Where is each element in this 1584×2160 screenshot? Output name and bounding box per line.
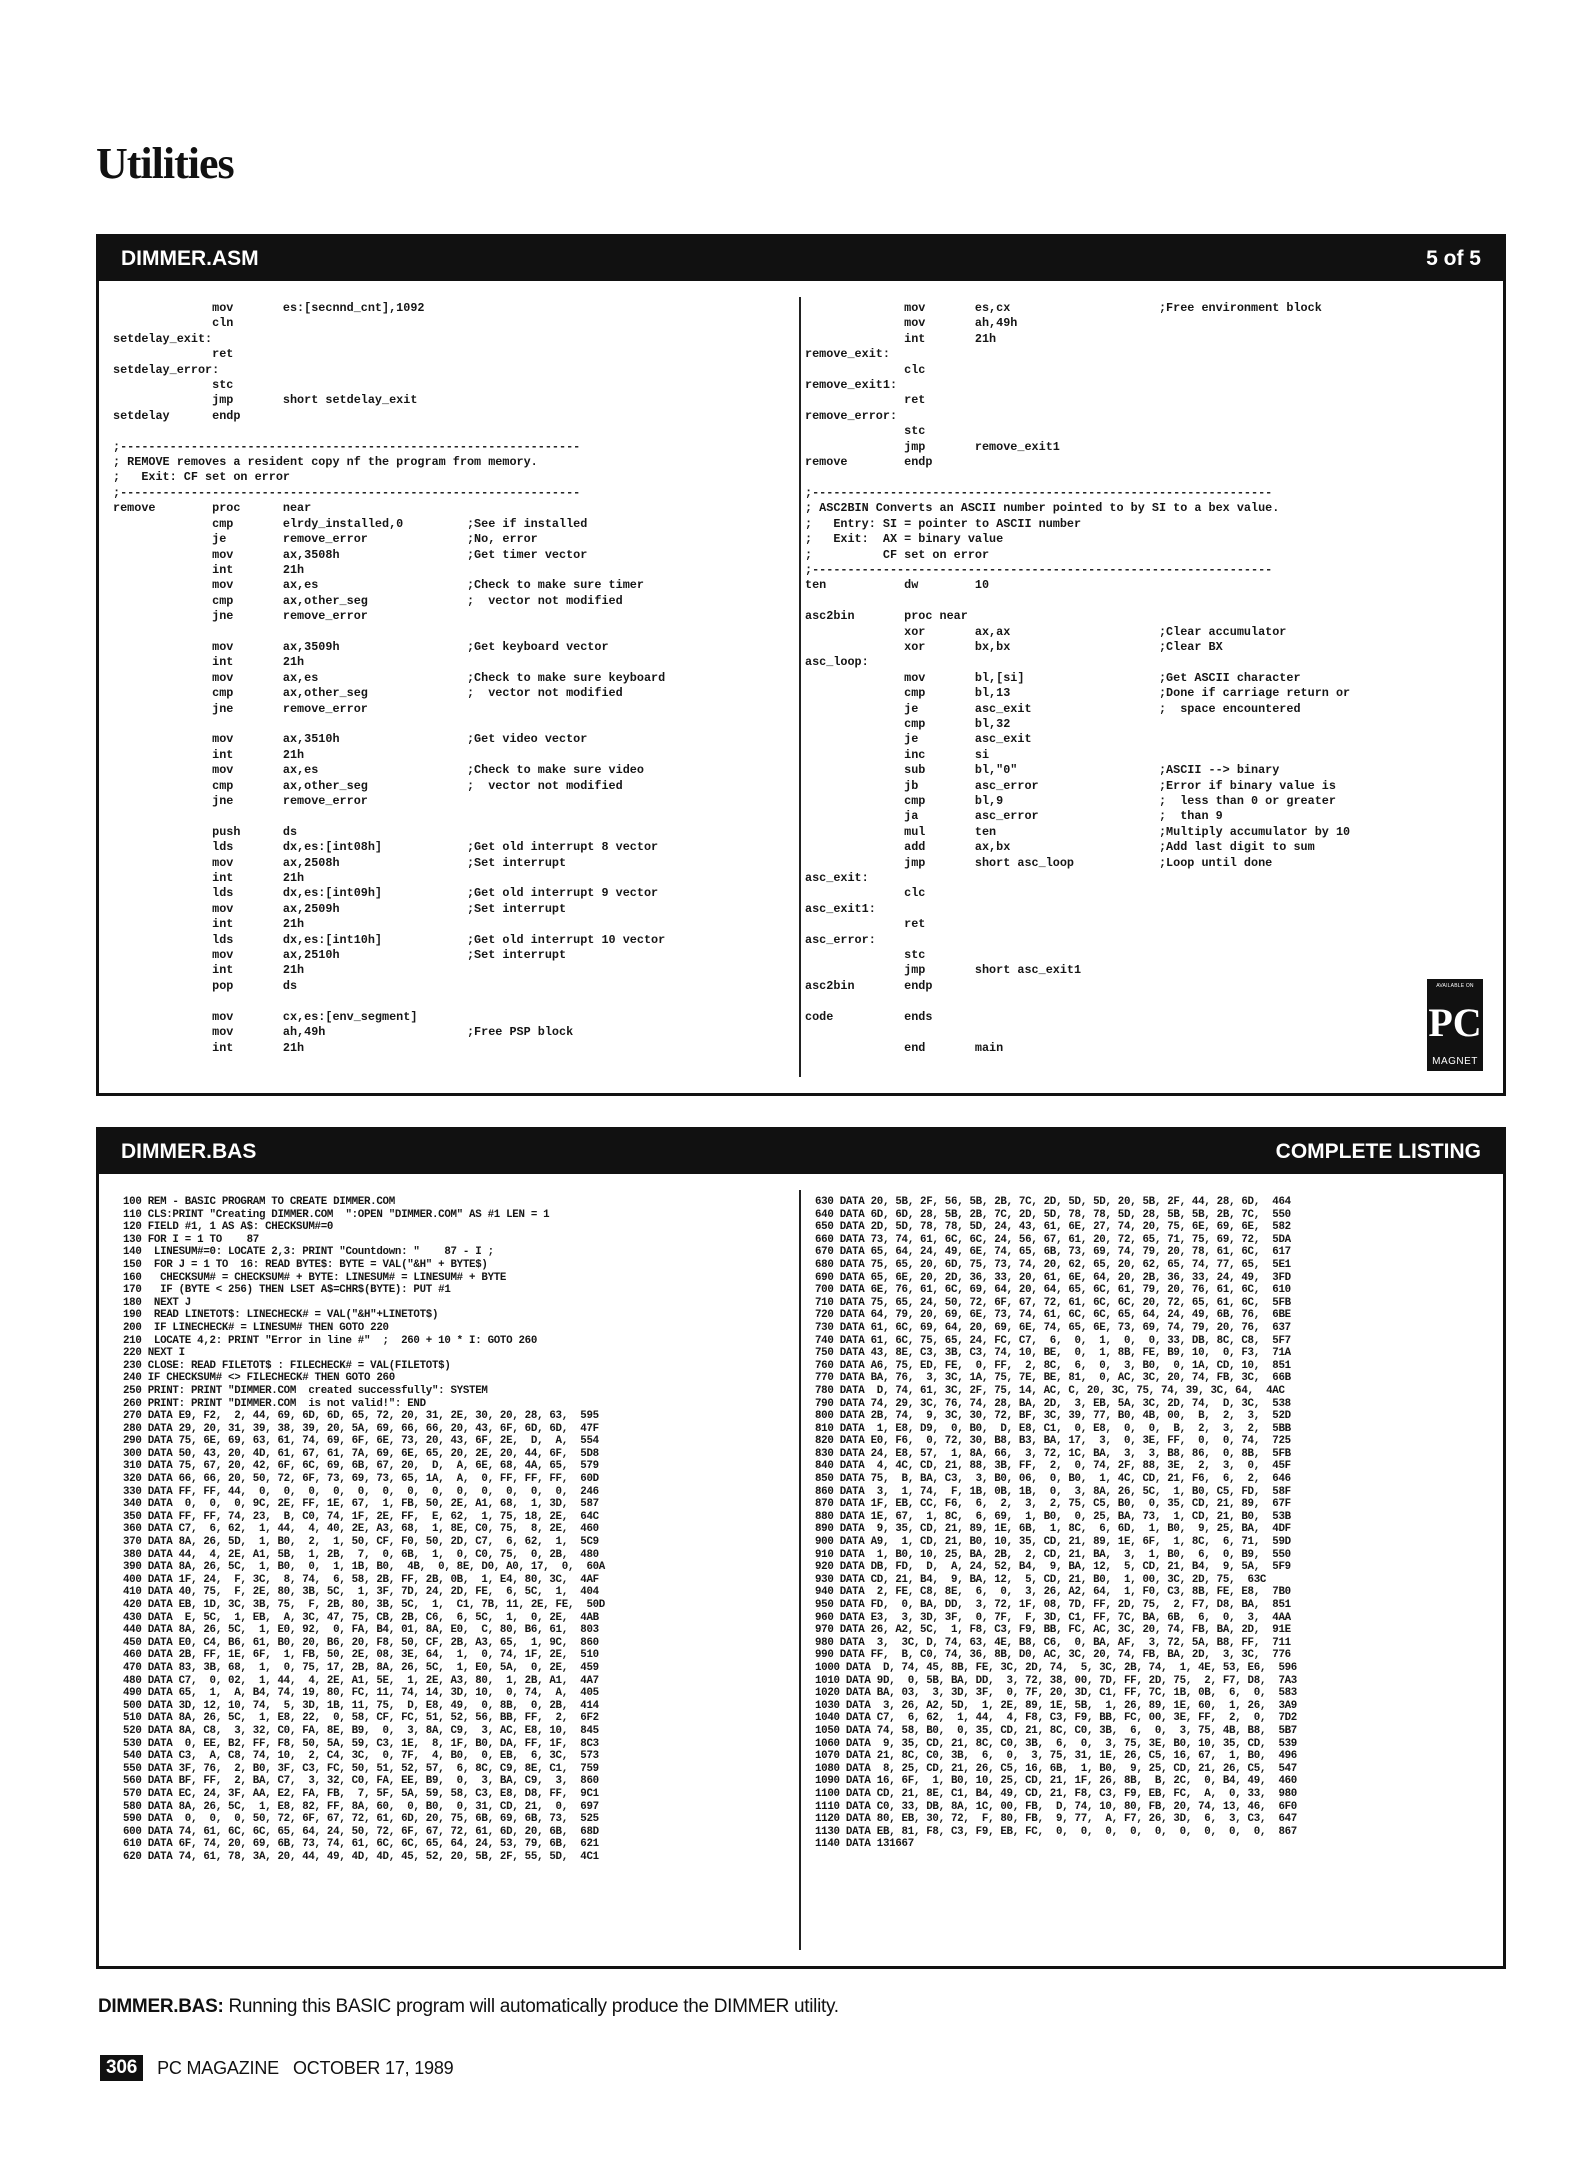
bas-code-left: 100 REM - BASIC PROGRAM TO CREATE DIMMER.COM 110 CLS:PRINT "Creating DIMMER.COM ":OPEN "DIMMER.COM" AS #1 LEN = 1 120 FIELD #1, 1 AS A$: CHECKSUM#=0 130 FOR I = 1 TO 87 140 LINESUM#=0: LOCATE 2,3: PRINT "Countdown: " 87 - I ; 150 FOR J = 1 TO 16: READ BYTE$: BYTE = VAL("&H" + BYTE$) 160 CHECKSUM# = CHECKSUM# + BYTE: LINESUM# = LINESUM# + BYTE 170 IF (BYTE < 256) THEN LSET A$=CHR$(BYTE): PUT #1 180 NEXT J 190 READ LINETOT$: LINECHECK# = VAL("&H"+LINETOT$) 200 IF LINECHECK# = LINESUM# THEN GOTO 220 210 LOCATE 4,2: PRINT "Error in line #" ; 260 + 10 * I: GOTO 260 220 NEXT I 230 CLOSE: READ FILETOT$ : FILECHECK# = VAL(FILETOT$) 240 IF CHECKSUM# <> FILECHECK# THEN GOTO 260 250 PRINT: PRINT "DIMMER.COM created successfully": SYSTEM 260 PRINT: PRINT "DIMMER.COM is not valid!": END 270 DATA E9, F2, 2, 44, 69, 6D, 6D, 65, 72, 20, 31, 2E, 30, 20, 28, 63, 595 280 DATA 29, 20, 31, 39, 38, 39, 20, 5A, 69, 66, 66, 20, 43, 6F, 6D, 6D, 47F 290 DATA 75, 6E, 69, 63, 61, 74, 69, 6F, 6E, 73, 20, 43, 6F, 2E, D, A, 554 300 DATA 50, 43, 20, 4D, 61, 67, 61, 7A, 69, 6E, 65, 20, 2E, 20, 44, 6F, 5D8 310 DATA 75, 67, 20, 42, 6F, 6C, 69, 6B, 67, 20, D, A, 6E, 68, 4A, 65, 579 320 DATA 66, 66, 20, 50, 72, 6F, 73, 69, 73, 65, 1A, A, 0, FF, FF, FF, 60D 330 DATA FF, FF, 44, 0, 0, 0, 0, 0, 0, 0, 0, 0, 0, 0, 0, 0, 246 340 DATA 0, 0, 0, 9C, 2E, FF, 1E, 67, 1, FB, 50, 2E, A1, 68, 1, 3D, 587 350 DATA FF, FF, 74, 23, B, C0, 74, 1F, 2E, FF, E, 62, 1, 75, 18, 2E, 64C 360 DATA C7, 6, 62, 1, 44, 4, 40, 2E, A3, 68, 1, 8E, C0, 75, 8, 2E, 460 370 DATA 8A, 26, 5D, 1, B0, 2, 1, 50, CF, F0, 50, 2D, C7, 6, 62, 1, 5C9 380 DATA 44, 4, 2E, A1, 5B, 1, 2B, 7, 0, 6B, 1, 0, C0, 75, 0, 2B, 480 390 DATA 8A, 26, 5C, 1, B0, 0, 1, 1B, B0, 4B, 0, 8E, D0, A0, 17, 0, 60A 400 DATA 1F, 24, F, 3C, 8, 74, 6, 58, 2B, FF, 2B, 0B, 1, E4, 80, 3C, 4AF 410 DATA 40, 75, F, 2E, 80, 3B, 5C, 1, 3F, 7D, 24, 2D, FE, 6, 5C, 1, 404 420 DATA EB, 1D, 3C, 3B, 75, F, 2B, 80, 3B, 5C, 1, C1, 7B, 11, 2E, FE, 50D 430 DATA E, 5C, 1, EB, A, 3C, 47, 75, CB, 2B, C6, 6, 5C, 1, 0, 2E, 4AB 440 DATA 8A, 26, 5C, 1, E0, 92, 0, FA, B4, 01, 8A, E0, C, 80, B6, 61, 803 450 DATA E0, C4, B6, 61, B0, 20, B6, 20, F8, 50, CF, 2B, A3, 65, 1, 9C, 860 460 DATA 2B, FF, 1E, 6F, 1, FB, 50, 2E, 08, 3E, 64, 1, 0, 74, 1F, 2E, 510 470 DATA 83, 3B, 68, 1, 0, 75, 17, 2B, 8A, 26, 5C, 1, E0, 5A, 0, 2E, 459 480 DATA C7, 0, 02, 1, 44, 4, 2E, A1, 5E, 1, 2E, A3, 80, 1, 2B, A1, 4A7 490 DATA 65, 1, A, B4, 74, 19, 80, FC, 11, 74, 14, 3D, 10, 0, 74, A, 405 500 DATA 3D, 12, 10, 74, 5, 3D, 1B, 11, 75, D, E8, 49, 0, 8B, 0, 2B, 414 510 DATA 8A, 26, 5C, 1, E8, 22, 0, 58, CF, FC, 51, 52, 56, BB, FF, 2, 6F2 520 DATA 8A, C8, 3, 32, C0, FA, 8E, B9, 0, 3, 8A, C9, 3, AC, E8, 10, 845 530 DATA 0, EE, B2, FF, F8, 50, 5A, 59, C3, 1E, 8, 1F, B0, DA, FF, 1F, 8C3 540 DATA C3, A, C8, 74, 10, 2, C4, 3C, 0, 7F, 4, B0, 0, EB, 6, 3C, 573 550 DATA 3F, 76, 2, B0, 3F, C3, FC, 50, 51, 52, 57, 6, 8C, C9, 8E, C1, 759 560 DATA BF, FF, 2, BA, C7, 3, 32, C0, FA, EE, B9, 0, 3, BA, C9, 3, 860 570 DATA EC, 24, 3F, AA, E2, FA, FB, 7, 5F, 5A, 59, 58, C3, E8, D8, FF, 9C1 580 DATA 8A, 26, 5C, 1, E8, 82, FF, 8A, 60, 0, B0, 0, 31, CD, 21, 0, 697 590 DATA 0, 0, 0, 50, 72, 6F, 67, 72, 61, 6D, 20, 75, 6B, 69, 6B, 73, 525 600 DATA 74, 61, 6C, 6C, 65, 64, 24, 50, 72, 6F, 67, 72, 61, 6D, 20, 6B, 68D 610 DATA 6F, 74, 20, 69, 6B, 73, 74, 61, 6C, 6C, 65, 64, 24, 53, 79, 6B, 621 620 DATA 74, 61, 78, 3A, 20, 44, 49, 4D, 4D, 45, 52, 20, 5B, 2F, 55, 5D, 4C1 [123, 1196, 605, 1863]
dimmer-asm-body [99, 281, 1503, 1093]
pc-magnet-available-label: AVAILABLE ON [1436, 983, 1474, 989]
dimmer-asm-title: DIMMER.ASM [121, 247, 259, 270]
asm-code-right: mov es,cx ;Free environment block mov ah,49h int 21h remove_exit: clc remove_exit1: ret remove_error: stc jmp remove_exit1 remove endp ;----------------------------------------------------------------- ; ASC2BIN Converts an ASCII number pointed to by SI to a bex value. ; Entry: SI = pointer to ASCII number ; Exit: AX = binary value ; CF set on error ;----------------------------------------------------------------- ten dw 10 asc2bin proc near xor ax,ax ;Clear accumulator xor bx,bx ;Clear BX asc_loop: mov bl,[si] ;Get ASCII character cmp bl,13 ;Done if carriage return or je asc_exit ; space encountered cmp bl,32 je asc_exit inc si sub bl,"0" ;ASCII --> binary jb asc_error ;Error if binary value is cmp bl,9 ; less than 0 or greater ja asc_error ; than 9 mul ten ;Multiply accumulator by 10 add ax,bx ;Add last digit to sum jmp short asc_loop ;Loop until done asc_exit: clc asc_exit1: ret asc_error: stc jmp short asc_exit1 asc2bin endp code ends end main [805, 301, 1351, 1055]
page-footer [100, 2055, 454, 2081]
dimmer-bas-body [99, 1174, 1503, 1966]
complete-listing-label: COMPLETE LISTING [1275, 1140, 1481, 1163]
pc-magnet-magnet-label: MAGNET [1432, 1056, 1478, 1067]
asm-right-column [805, 281, 1495, 1093]
pc-magnet-pc-label: PC [1428, 999, 1482, 1045]
bas-left-column [123, 1174, 797, 1966]
caption-text: Running this BASIC program will automatically produce the DIMMER utility. [223, 1996, 839, 2017]
bas-right-column [815, 1174, 1499, 1966]
asm-code-left: mov es:[secnnd_cnt],1092 cln setdelay_exit: ret setdelay_error: stc jmp short setdelay_exit setdelay endp ;----------------------------------------------------------------- ; REMOVE removes a resident copy nf the program from memory. ; Exit: CF set on error ;----------------------------------------------------------------- remove proc near cmp elrdy_installed,0 ;See if installed je remove_error ;No, error mov ax,3508h ;Get timer vector int 21h mov ax,es ;Check to make sure timer cmp ax,other_seg ; vector not modified jne remove_error mov ax,3509h ;Get keyboard vector int 21h mov ax,es ;Check to make sure keyboard cmp ax,other_seg ; vector not modified jne remove_error mov ax,3510h ;Get video vector int 21h mov ax,es ;Check to make sure video cmp ax,other_seg ; vector not modified jne remove_error push ds lds dx,es:[int08h] ;Get old interrupt 8 vector mov ax,2508h ;Set interrupt int 21h lds dx,es:[int09h] ;Get old interrupt 9 vector mov ax,2509h ;Set interrupt int 21h lds dx,es:[int10h] ;Get old interrupt 10 vector mov ax,2510h ;Set interrupt int 21h pop ds mov cx,es:[env_segment] mov ah,49h ;Free PSP block int 21h [113, 301, 666, 1055]
issue-date: OCTOBER 17, 1989 [292, 2057, 454, 2078]
caption-label: DIMMER.BAS: [98, 1996, 224, 2017]
asm-left-column [113, 281, 793, 1093]
pc-magnet-logo [1427, 979, 1483, 1071]
page-number: 306 [100, 2055, 143, 2081]
column-divider [799, 1190, 801, 1950]
magazine-name: PC MAGAZINE [157, 2057, 279, 2078]
dimmer-asm-header [99, 237, 1503, 281]
dimmer-bas-title: DIMMER.BAS [121, 1140, 257, 1163]
dimmer-bas-listing-panel [96, 1127, 1506, 1969]
dimmer-bas-header [99, 1130, 1503, 1174]
listing-caption [98, 1996, 839, 2018]
dimmer-asm-listing-panel [96, 234, 1506, 1096]
column-divider [799, 297, 801, 1077]
listing-part-indicator: 5 of 5 [1426, 247, 1481, 270]
bas-code-right: 630 DATA 20, 5B, 2F, 56, 5B, 2B, 7C, 2D, 5D, 5D, 20, 5B, 2F, 44, 28, 6D, 464 640 DATA 6D, 6D, 28, 5B, 2B, 7C, 2D, 5D, 78, 78, 5D, 28, 5B, 5B, 2B, 7C, 550 650 DATA 2D, 5D, 78, 78, 5D, 24, 43, 61, 6E, 27, 74, 20, 75, 6E, 69, 6E, 582 660 DATA 73, 74, 61, 6C, 6C, 24, 56, 67, 61, 20, 72, 65, 71, 75, 69, 72, 5DA 670 DATA 65, 64, 24, 49, 6E, 74, 65, 6B, 73, 69, 74, 79, 20, 78, 61, 6C, 617 680 DATA 75, 65, 20, 6D, 75, 73, 74, 20, 62, 65, 20, 62, 65, 74, 77, 65, 5E1 690 DATA 65, 6E, 20, 2D, 36, 33, 20, 61, 6E, 64, 20, 2B, 36, 33, 24, 49, 3FD 700 DATA 6E, 76, 61, 6C, 69, 64, 20, 64, 65, 6C, 61, 79, 20, 76, 61, 6C, 610 710 DATA 75, 65, 24, 50, 72, 6F, 67, 72, 61, 6C, 6C, 20, 72, 65, 61, 6C, 5FB 720 DATA 64, 79, 20, 69, 6E, 73, 74, 61, 6C, 6C, 65, 64, 24, 49, 6B, 76, 6BE 730 DATA 61, 6C, 69, 64, 20, 69, 6E, 74, 65, 6E, 73, 69, 74, 79, 20, 76, 637 740 DATA 61, 6C, 75, 65, 24, FC, C7, 6, 0, 1, 0, 0, 33, DB, 8C, C8, 5F7 750 DATA 43, 8E, C3, 3B, C3, 74, 10, BE, 0, 1, 8B, FE, B9, 10, 0, F3, 71A 760 DATA A6, 75, ED, FE, 0, FF, 2, 8C, 6, 0, 3, B0, 0, 1A, CD, 10, 851 770 DATA BA, 76, 3, 3C, 1A, 75, 7E, BE, 81, 0, AC, 3C, 20, 74, FB, 3C, 66B 780 DATA D, 74, 61, 3C, 2F, 75, 14, AC, C, 20, 3C, 75, 74, 39, 3C, 64, 4AC 790 DATA 74, 29, 3C, 76, 74, 28, BA, 2D, 3, EB, 5A, 3C, 2D, 74, D, 3C, 538 800 DATA 2B, 74, 9, 3C, 30, 72, BF, 3C, 39, 77, B0, 4B, 00, B, 2, 3, 52D 810 DATA 1, E8, D9, 0, B0, D, E8, C1, 0, E8, 0, 0, B, 2, 3, 2, 5BB 820 DATA E0, F6, 0, 72, 30, B8, B3, BA, 17, 3, 0, 3E, FF, 0, 0, 74, 725 830 DATA 24, E8, 57, 1, 8A, 66, 3, 72, 1C, BA, 3, 3, B8, 86, 0, 8B, 5FB 840 DATA 4, 4C, CD, 21, 88, 3B, FF, 2, 0, 74, 2F, 88, 3E, 2, 3, 0, 45F 850 DATA 75, B, BA, C3, 3, B0, 06, 0, B0, 1, 4C, CD, 21, F6, 6, 2, 646 860 DATA 3, 1, 74, F, 1B, 0B, 1B, 0, 3, 8A, 26, 5C, 1, B0, C5, FD, 58F 870 DATA 1F, EB, CC, F6, 6, 2, 3, 2, 75, C5, B0, 0, 35, CD, 21, 89, 67F 880 DATA 1E, 67, 1, 8C, 6, 69, 1, B0, 0, 25, BA, 73, 1, CD, 21, B0, 53B 890 DATA 9, 35, CD, 21, 89, 1E, 6B, 1, 8C, 6, 6D, 1, B0, 9, 25, BA, 4DF 900 DATA A9, 1, CD, 21, B0, 10, 35, CD, 21, 89, 1E, 6F, 1, 8C, 6, 71, 59D 910 DATA 1, B0, 10, 25, BA, 2B, 2, CD, 21, BA, 3, 1, B0, 6, 0, B9, 550 920 DATA DB, FD, D, A, 24, 52, B4, 9, BA, 12, 5, CD, 21, B4, 9, 5A, 5F9 930 DATA CD, 21, B4, 9, BA, 12, 5, CD, 21, B0, 1, 00, 3C, 2D, 75, 63C 940 DATA 2, FE, C8, 8E, 6, 0, 3, 26, A2, 64, 1, F0, C3, 8B, FE, E8, 7B0 950 DATA FD, 0, BA, DD, 3, 72, 1F, 08, 7D, FF, 2D, 75, 2, F7, D8, BA, 851 960 DATA E3, 3, 3D, 3F, 0, 7F, F, 3D, C1, FF, 7C, BA, 6B, 6, 0, 3, 4AA 970 DATA 26, A2, 5C, 1, F8, C3, F9, BB, FC, AC, 3C, 20, 74, FB, BA, 2D, 91E 980 DATA 3, 3C, D, 74, 63, 4E, B8, C6, 0, BA, AF, 3, 72, 5A, B8, FF, 711 990 DATA FF, B, C0, 74, 36, 8B, D0, AC, 3C, 20, 74, FB, BA, 2D, 3, 3C, 776 1000 DATA D, 74, 45, 8B, FE, 3C, 2D, 74, 5, 3C, 2B, 74, 1, 4E, 53, E6, 596 1010 DATA 9D, 0, 5B, BA, DD, 3, 72, 38, 00, 7D, FF, 2D, 75, 2, F7, D8, 7A3 1020 DATA BA, 03, 3, 3D, 3F, 0, 7F, 20, 3D, C1, FF, 7C, 1B, 0B, 6, 0, 583 1030 DATA 3, 26, A2, 5D, 1, 2E, 89, 1E, 5B, 1, 26, 89, 1E, 60, 1, 26, 3A9 1040 DATA C7, 6, 62, 1, 44, 4, F8, C3, F9, BB, FC, 00, 3E, FF, 2, 0, 7D2 1050 DATA 74, 58, B0, 0, 35, CD, 21, 8C, C0, 3B, 6, 0, 3, 75, 4B, B8, 5B7 1060 DATA 9, 35, CD, 21, 8C, C0, 3B, 6, 0, 3, 75, 3E, B0, 10, 35, CD, 539 1070 DATA 21, 8C, C0, 3B, 6, 0, 3, 75, 31, 1E, 26, C5, 16, 67, 1, B0, 496 1080 DATA 8, 25, CD, 21, 26, C5, 16, 6B, 1, B0, 9, 25, CD, 21, 26, C5, 547 1090 DATA 16, 6F, 1, B0, 10, 25, CD, 21, 1F, 26, 8B, B, 2C, 0, B4, 49, 460 1100 DATA CD, 21, 8E, C1, B4, 49, CD, 21, F8, C3, F9, EB, FC, A, 0, 33, 980 1110 DATA C0, 33, DB, 8A, 1C, 00, FB, D, 74, 10, 80, FB, 20, 74, 13, 46, 6F0 1120 DATA 80, EB, 30, 72, F, 80, FB, 9, 77, A, F7, 26, 3D, 6, 3, C3, 647 1130 DATA EB, 81, F8, C3, F9, EB, FC, 0, 0, 0, 0, 0, 0, 0, 0, 0, 867 1140 DATA 131667 [815, 1196, 1297, 1851]
section-title: Utilities [96, 139, 234, 188]
